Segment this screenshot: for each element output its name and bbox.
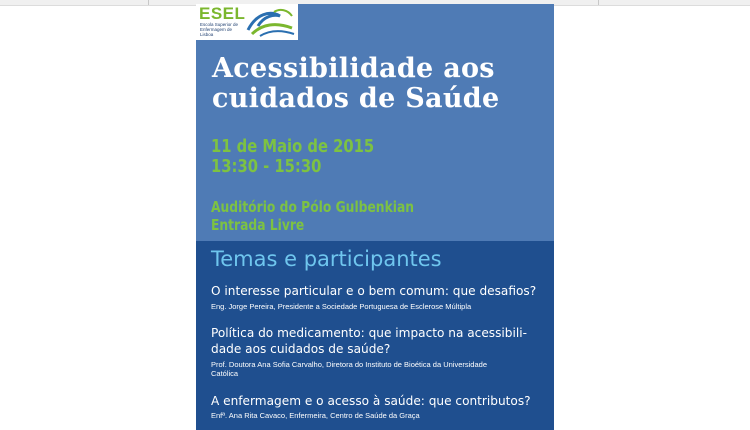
topic-question-line: A enfermagem e o acesso à saúde: que contributos? [211,393,531,408]
poster-title [212,54,542,114]
title-line: Acessibilidade aos [212,53,495,84]
section-heading: Temas e participantes [211,247,442,271]
topic-question-line: O interesse particular e o bem comum: que desafios? [211,283,537,298]
event-venue: Auditório do Pólo Gulbenkian [211,198,415,216]
topic-question [211,325,553,357]
strip-divider [598,0,599,5]
speaker-line: Enfª. Ana Rita Cavaco, Enfermeira, Centro de Saúde da Graça [211,411,420,420]
event-date: 11 de Maio de 2015 [211,136,375,157]
logo-subtitle: Escola Superior de Enfermagem de Lisboa [200,22,239,37]
event-poster [196,4,554,430]
topic-question [211,393,553,409]
strip-divider [148,0,149,5]
speaker-line: Eng. Jorge Pereira, Presidente a Sociedade Portuguesa de Esclerose Múltipla [211,302,472,311]
topic-speaker [211,302,551,311]
topic-speaker [211,411,551,420]
logo-name: ESEL [199,4,246,23]
title-line: cuidados de Saúde [212,83,500,114]
speaker-line: Prof. Doutora Ana Sofia Carvalho, Diretora do Instituto de Bioética da Universidade [211,360,487,369]
speaker-line: Católica [211,369,239,378]
wave-swoosh-icon [244,6,296,38]
topic-question-line: dade aos cuidados de saúde? [211,341,391,356]
topic-question [211,283,553,299]
event-time: 13:30 - 15:30 [211,156,322,177]
topic-question-line: Política do medicamento: que impacto na acessibili- [211,325,527,340]
topic-speaker [211,360,551,378]
event-entry: Entrada Livre [211,216,305,234]
esel-logo [196,4,298,40]
